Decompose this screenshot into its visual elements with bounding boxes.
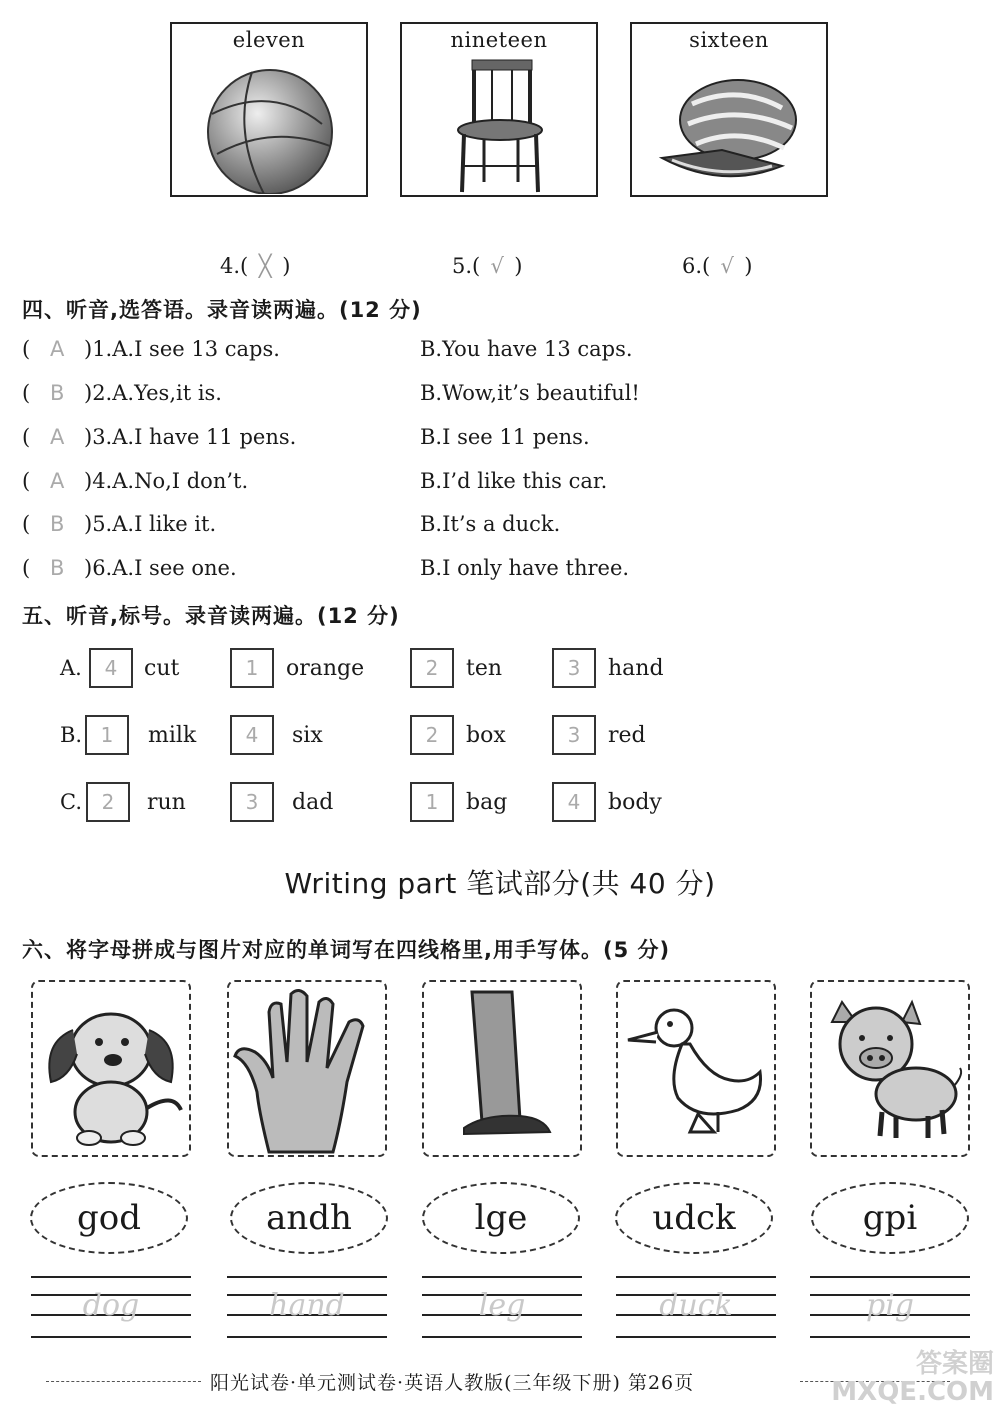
question-row-3 [22,425,982,455]
paren-open: ( [22,469,31,493]
footer-divider [46,1381,201,1382]
word-label: body [608,790,662,815]
word-label: hand [608,656,664,681]
handwritten-answer: duck [659,1288,733,1323]
question-row-2 [22,381,982,411]
question-row-4 [22,469,982,499]
option-a: )1.A.I see 13 caps. [84,337,280,361]
number-box: 2 [86,782,130,822]
handwritten-answer: hand [269,1288,345,1323]
section-6-heading: 六、将字母拼成与图片对应的单词写在四线格里,用手写体。(5 分) [22,938,671,962]
word-label: cut [144,656,180,681]
question-row-5 [22,512,982,542]
judgment-close: ) [514,254,523,278]
answer-letter: B [50,512,65,536]
judgment-close: ) [744,254,753,278]
number-box: 4 [552,782,596,822]
judgment-number: 4.( [220,254,249,278]
option-b: B.Wow,it’s beautiful! [420,381,640,405]
option-a: )4.A.No,I don’t. [84,469,249,493]
number-box: 2 [410,648,454,688]
word-label: ten [466,656,503,681]
watermark-line2: MXQE.COM [831,1376,994,1407]
duck-icon [618,982,774,1155]
paren-open: ( [22,381,31,405]
number-box: 1 [410,782,454,822]
picture-box-pig [810,980,970,1157]
footer-text: 阳光试卷·单元测试卷·英语人教版(三年级下册) 第26页 [210,1372,695,1394]
paren-open: ( [22,425,31,449]
picture-box-chair [400,22,598,197]
word-label: dad [292,790,334,815]
judgment-5 [452,254,522,278]
option-a: )5.A.I like it. [84,512,217,536]
option-b: B.I only have three. [420,556,630,580]
question-row-6 [22,556,982,586]
option-b: B.I see 11 pens. [420,425,590,449]
picture-box-watermelon [630,22,828,197]
picture-word: eleven [232,28,306,52]
word-label: milk [148,723,197,748]
handwritten-answer: pig [865,1288,914,1323]
number-box: 1 [230,648,274,688]
group-label: A. [60,656,82,680]
answer-letter: B [50,381,65,405]
word-label: bag [466,790,508,815]
dog-icon [33,982,189,1155]
paren-open: ( [22,337,31,361]
answer-mark: √ [490,254,504,278]
answer-mark: √ [720,254,734,278]
picture-word: sixteen [689,28,769,52]
judgment-number: 5.( [452,254,481,278]
chair-icon [402,54,596,194]
judgment-4 [220,254,290,278]
scrambled-word: lge [422,1182,580,1254]
pig-icon [812,982,968,1155]
watermelon-icon [632,54,826,194]
writing-grid[interactable] [227,1276,387,1340]
number-box: 4 [230,715,274,755]
writing-grid[interactable] [810,1276,970,1340]
option-b: B.I’d like this car. [420,469,608,493]
word-label: six [292,723,323,748]
writing-grid[interactable] [422,1276,582,1340]
writing-part-title: Writing part 笔试部分(共 40 分) [284,867,716,900]
watermark-line1: 答案圈 [915,1349,994,1380]
picture-box-dog [31,980,191,1157]
answer-letter: A [50,469,65,493]
scrambled-word: god [30,1182,188,1254]
word-label: box [466,723,506,748]
option-a: )2.A.Yes,it is. [84,381,222,405]
answer-letter: A [50,425,65,449]
answer-mark: ╳ [258,254,272,278]
number-box: 3 [552,648,596,688]
answer-letter: B [50,556,65,580]
number-box: 3 [552,715,596,755]
section-4-heading: 四、听音,选答语。录音读两遍。(12 分) [22,298,422,322]
leg-icon [424,982,580,1155]
number-box: 4 [89,648,133,688]
hand-icon [229,982,385,1155]
group-label: C. [60,790,82,814]
word-label: orange [286,656,365,681]
judgment-close: ) [282,254,291,278]
writing-grid[interactable] [31,1276,191,1340]
option-a: )3.A.I have 11 pens. [84,425,297,449]
paren-open: ( [22,512,31,536]
ball-icon [172,54,366,194]
picture-box-ball [170,22,368,197]
question-row-1 [22,337,982,367]
judgment-number: 6.( [682,254,711,278]
group-label: B. [60,723,83,747]
scrambled-word: andh [230,1182,388,1254]
picture-box-hand [227,980,387,1157]
scrambled-word: gpi [811,1182,969,1254]
judgment-6 [682,254,752,278]
option-a: )6.A.I see one. [84,556,237,580]
handwritten-answer: leg [478,1288,526,1323]
number-box: 1 [85,715,129,755]
paren-open: ( [22,556,31,580]
word-label: red [608,723,646,748]
section-5-heading: 五、听音,标号。录音读两遍。(12 分) [22,604,400,628]
scrambled-word: udck [615,1182,773,1254]
picture-word: nineteen [450,28,548,52]
watermark [831,1351,994,1406]
number-box: 3 [230,782,274,822]
picture-box-leg [422,980,582,1157]
picture-box-duck [616,980,776,1157]
writing-grid[interactable] [616,1276,776,1340]
option-b: B.You have 13 caps. [420,337,633,361]
handwritten-answer: dog [82,1288,140,1323]
answer-letter: A [50,337,65,361]
number-box: 2 [410,715,454,755]
word-label: run [147,790,186,815]
option-b: B.It’s a duck. [420,512,561,536]
